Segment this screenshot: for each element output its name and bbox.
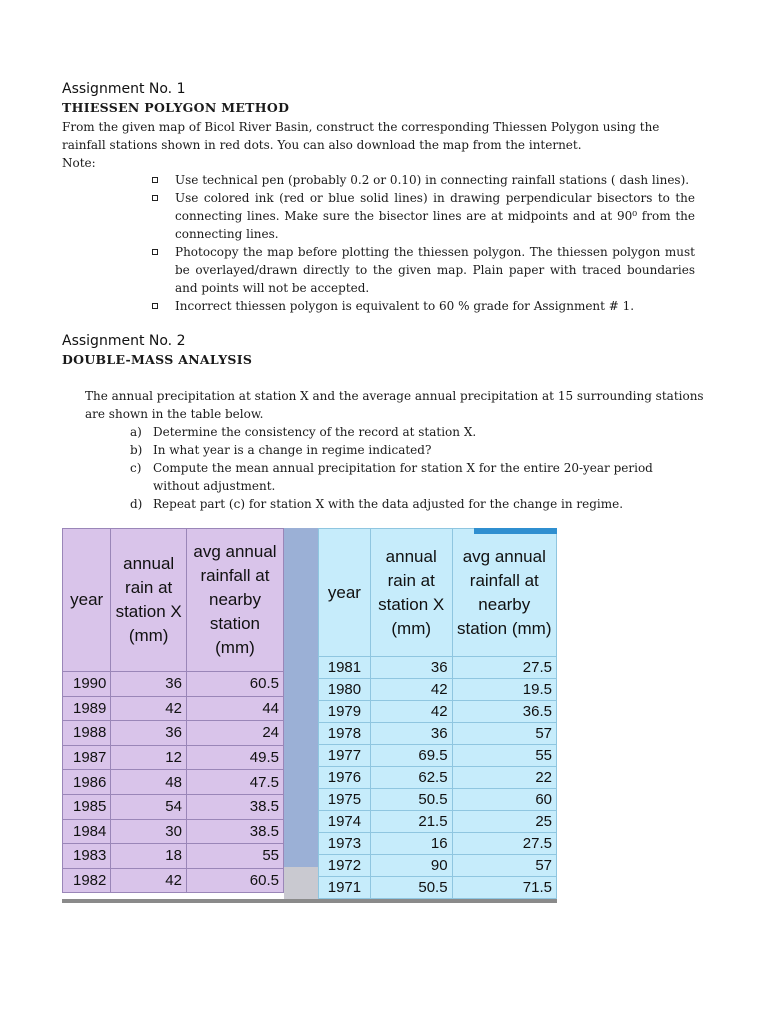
image-bottom-shadow — [62, 899, 557, 903]
table-row — [319, 789, 557, 811]
nearby-cell: 47.5 — [186, 770, 283, 795]
station-x-cell: 36 — [111, 721, 187, 746]
nearby-cell: 24 — [186, 721, 283, 746]
nearby-cell: 60.5 — [186, 868, 283, 893]
table-row — [63, 819, 284, 844]
station-x-cell: 42 — [370, 701, 452, 723]
nearby-cell: 55 — [452, 745, 556, 767]
station-x-cell: 69.5 — [370, 745, 452, 767]
col-header-nearby: avg annual rainfall at nearby station (mm) — [452, 529, 556, 657]
table-row — [63, 868, 284, 893]
question-label: d) — [130, 497, 143, 511]
note-label: Note: — [62, 156, 96, 170]
question-item — [130, 459, 695, 495]
nearby-cell: 57 — [452, 723, 556, 745]
nearby-cell: 38.5 — [186, 819, 283, 844]
table-row — [319, 745, 557, 767]
station-x-cell: 21.5 — [370, 811, 452, 833]
year-cell: 1981 — [319, 657, 371, 679]
table-row — [319, 811, 557, 833]
nearby-cell: 27.5 — [452, 833, 556, 855]
question-label: c) — [130, 461, 142, 475]
bullet-text: Use colored ink (red or blue solid lines) in drawing perpendicular bisectors to the connecting lines. Make sure the bisector lines are at midpoints and at 90⁰ from the connecting lines. — [175, 191, 695, 241]
table-row — [63, 770, 284, 795]
year-cell: 1986 — [63, 770, 111, 795]
year-cell: 1984 — [63, 819, 111, 844]
table-row — [63, 794, 284, 819]
table-row — [63, 844, 284, 869]
question-text: In what year is a change in regime indicated? — [153, 443, 432, 457]
station-x-cell: 50.5 — [370, 877, 452, 899]
bullet-text: Incorrect thiessen polygon is equivalent to 60 % grade for Assignment # 1. — [175, 299, 635, 313]
question-item — [130, 441, 695, 459]
station-x-cell: 42 — [111, 868, 187, 893]
station-x-cell: 16 — [370, 833, 452, 855]
question-text: Determine the consistency of the record at station X. — [153, 425, 477, 439]
year-cell: 1985 — [63, 794, 111, 819]
table-row — [319, 679, 557, 701]
station-x-cell: 12 — [111, 745, 187, 770]
year-cell: 1988 — [63, 721, 111, 746]
question-item — [130, 495, 695, 513]
assignment1-subheading: THIESSEN POLYGON METHOD — [62, 100, 290, 115]
table-row — [63, 696, 284, 721]
table-row — [319, 723, 557, 745]
col-header-station-x: annual rain at station X (mm) — [111, 529, 187, 672]
station-x-cell: 36 — [370, 657, 452, 679]
station-x-cell: 36 — [370, 723, 452, 745]
year-cell: 1978 — [319, 723, 371, 745]
bullet-text: Photocopy the map before plotting the thiessen polygon. The thiessen polygon must be overlayed/drawn directly to the given map. Plain paper with traced boundaries and points will not be accepted. — [175, 245, 695, 295]
assignment2-intro-line1: The annual precipitation at station X and the average annual precipitation at 15 surrounding stations — [85, 389, 704, 403]
square-bullet-icon — [152, 177, 158, 183]
bullet-item — [150, 243, 695, 297]
bullet-item — [150, 189, 695, 243]
station-x-cell: 42 — [370, 679, 452, 701]
year-cell: 1990 — [63, 672, 111, 697]
year-cell: 1971 — [319, 877, 371, 899]
station-x-cell: 90 — [370, 855, 452, 877]
col-header-station-x: annual rain at station X (mm) — [370, 529, 452, 657]
station-x-cell: 30 — [111, 819, 187, 844]
bullet-item — [150, 171, 695, 189]
nearby-cell: 38.5 — [186, 794, 283, 819]
image-gap-band — [284, 528, 318, 899]
station-x-cell: 48 — [111, 770, 187, 795]
year-cell: 1989 — [63, 696, 111, 721]
question-item — [130, 423, 695, 441]
nearby-cell: 27.5 — [452, 657, 556, 679]
assignment2-subheading: DOUBLE-MASS ANALYSIS — [62, 352, 253, 367]
station-x-cell: 42 — [111, 696, 187, 721]
question-label: a) — [130, 425, 142, 439]
rainfall-table-1990-1982 — [62, 528, 284, 893]
table-row — [319, 767, 557, 789]
bullet-text: Use technical pen (probably 0.2 or 0.10) in connecting rainfall stations ( dash lines). — [175, 173, 690, 187]
question-label: b) — [130, 443, 143, 457]
nearby-cell: 44 — [186, 696, 283, 721]
year-cell: 1979 — [319, 701, 371, 723]
table-row — [63, 721, 284, 746]
table-row — [319, 701, 557, 723]
year-cell: 1973 — [319, 833, 371, 855]
station-x-cell: 54 — [111, 794, 187, 819]
square-bullet-icon — [152, 303, 158, 309]
square-bullet-icon — [152, 249, 158, 255]
nearby-cell: 36.5 — [452, 701, 556, 723]
table-row — [63, 672, 284, 697]
table-row — [63, 745, 284, 770]
year-cell: 1972 — [319, 855, 371, 877]
nearby-cell: 60.5 — [186, 672, 283, 697]
assignment1-intro-line1: From the given map of Bicol River Basin, construct the corresponding Thiessen Polygon using the — [62, 120, 660, 134]
table-row — [319, 855, 557, 877]
nearby-cell: 25 — [452, 811, 556, 833]
year-cell: 1975 — [319, 789, 371, 811]
station-x-cell: 18 — [111, 844, 187, 869]
table-row — [319, 833, 557, 855]
assignment1-intro-line2: rainfall stations shown in red dots. You can also download the map from the internet. — [62, 138, 582, 152]
assignment2-heading: Assignment No. 2 — [62, 333, 186, 349]
year-cell: 1976 — [319, 767, 371, 789]
station-x-cell: 36 — [111, 672, 187, 697]
question-text: Compute the mean annual precipitation for station X for the entire 20-year period without adjustment. — [153, 461, 653, 493]
table-row — [319, 657, 557, 679]
station-x-cell: 62.5 — [370, 767, 452, 789]
col-header-nearby: avg annual rainfall at nearby station (mm) — [186, 529, 283, 672]
nearby-cell: 19.5 — [452, 679, 556, 701]
year-cell: 1977 — [319, 745, 371, 767]
table-row — [319, 877, 557, 899]
nearby-cell: 57 — [452, 855, 556, 877]
rainfall-table-1981-1971 — [318, 528, 557, 899]
nearby-cell: 55 — [186, 844, 283, 869]
rainfall-tables-image — [62, 528, 557, 899]
nearby-cell: 22 — [452, 767, 556, 789]
col-header-year: year — [319, 529, 371, 657]
bullet-item — [150, 297, 695, 315]
year-cell: 1980 — [319, 679, 371, 701]
nearby-cell: 71.5 — [452, 877, 556, 899]
question-text: Repeat part (c) for station X with the data adjusted for the change in regime. — [153, 497, 624, 511]
year-cell: 1983 — [63, 844, 111, 869]
nearby-cell: 49.5 — [186, 745, 283, 770]
nearby-cell: 60 — [452, 789, 556, 811]
assignment1-heading: Assignment No. 1 — [62, 81, 186, 97]
year-cell: 1974 — [319, 811, 371, 833]
station-x-cell: 50.5 — [370, 789, 452, 811]
col-header-year: year — [63, 529, 111, 672]
year-cell: 1987 — [63, 745, 111, 770]
header-accent-bar — [474, 528, 557, 534]
year-cell: 1982 — [63, 868, 111, 893]
assignment2-intro-line2: are shown in the table below. — [85, 407, 264, 421]
square-bullet-icon — [152, 195, 158, 201]
